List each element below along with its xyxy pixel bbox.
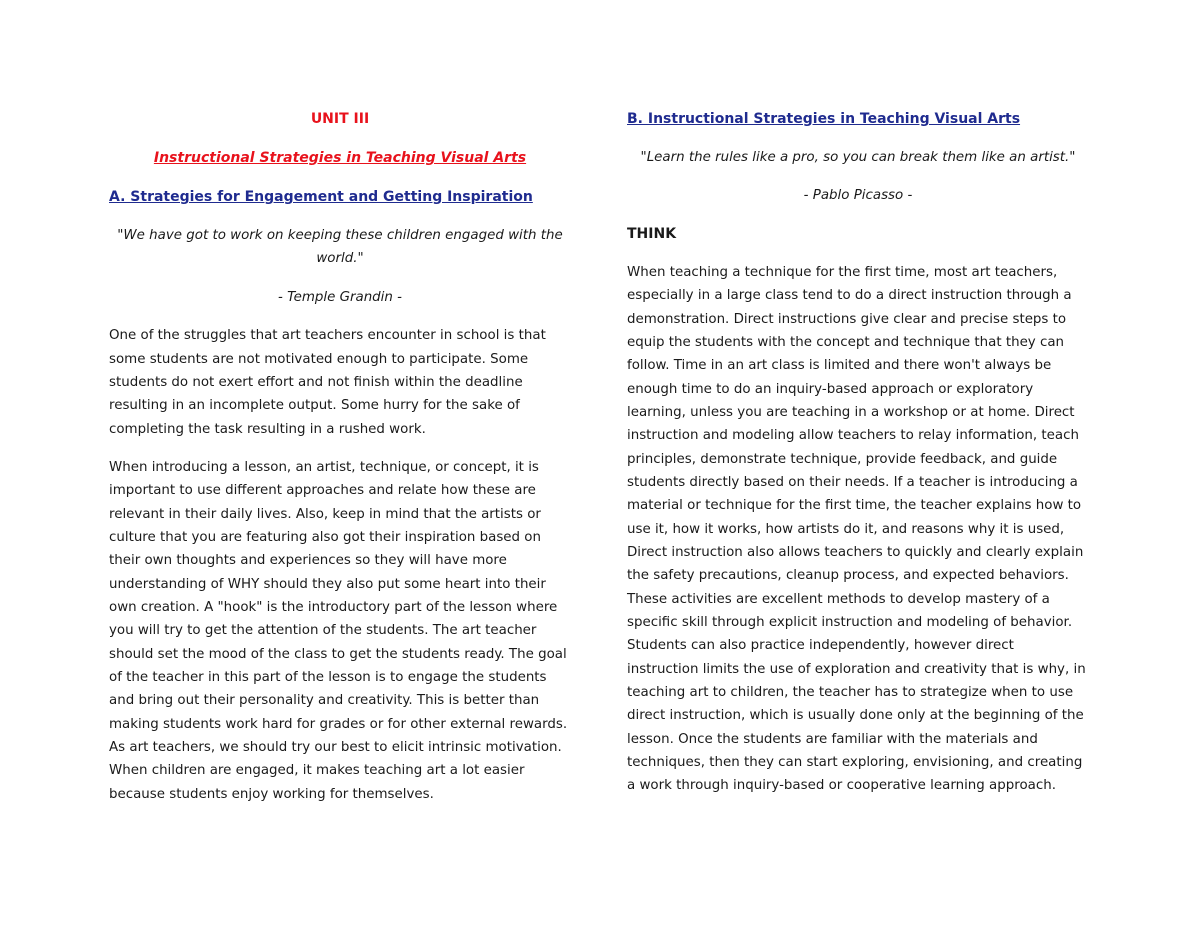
- section-a-heading: A. Strategies for Engagement and Getting Inspiration: [109, 189, 533, 205]
- right-column: [627, 108, 1089, 798]
- grandin-attribution: - Temple Grandin -: [278, 289, 402, 305]
- unit-title: Instructional Strategies in Teaching Visual Arts: [153, 150, 527, 166]
- picasso-attribution: - Pablo Picasso -: [803, 188, 913, 204]
- section-b-heading: B. Instructional Strategies in Teaching Visual Arts: [627, 111, 1021, 127]
- think-heading: THINK: [627, 225, 677, 242]
- unit-label: UNIT III: [310, 111, 370, 127]
- grandin-quote: "We have got to work on keeping these children engaged with the world.": [117, 228, 563, 267]
- picasso-quote: "Learn the rules like a pro, so you can break them like an artist.": [640, 150, 1076, 165]
- left-column: [109, 108, 571, 806]
- paragraph-struggles: One of the struggles that art teachers encounter in school is that some students are not motivated enough to participate. Some students do not exert effort and not finish within the deadline resulting in an incomplete output. Some hurry for the sake of completing the task resulting in a rushed work.: [109, 328, 546, 437]
- paragraph-introducing-lesson: When introducing a lesson, an artist, technique, or concept, it is important to use different approaches and relate how these are relevant in their daily lives. Also, keep in mind that the artists or culture that you are featuring also got their inspiration based on their own thoughts and experiences so they will have more understanding of WHY should they also put some heart into their own creation. A "hook" is the introductory part of the lesson where you will try to get the attention of the students. The art teacher should set the mood of the class to get the students ready. The goal of the teacher in this part of the lesson is to engage the students and bring out their personality and creativity. This is better than making students work hard for grades or for other external rewards. As art teachers, we should try our best to elicit intrinsic motivation. When children are engaged, it makes teaching art a lot easier because students enjoy working for themselves.: [109, 459, 568, 802]
- paragraph-direct-instruction: When teaching a technique for the first time, most art teachers, especially in a large class tend to do a direct instruction through a demonstration. Direct instructions give clear and precise steps to equip the students with the concept and technique that they can follow. Time in an art class is limited and there won't always be enough time to do an inquiry-based approach or exploratory learning, unless you are teaching in a workshop or at home. Direct instruction and modeling allow teachers to relay information, teach principles, demonstrate technique, provide feedback, and guide students directly based on their needs. If a teacher is introducing a material or technique for the first time, the teacher explains how to use it, how it works, how artists do it, and reasons why it is used, Direct instruction also allows teachers to quickly and clearly explain the safety precautions, cleanup process, and expected behaviors. These activities are excellent methods to develop mastery of a specific skill through explicit instruction and modeling of behavior. Students can also practice independently, however direct instruction limits the use of exploration and creativity that is why, in teaching art to children, the teacher has to strategize when to use direct instruction, which is usually done only at the beginning of the lesson. Once the students are familiar with the materials and techniques, then they can start exploring, envisioning, and creating a work through inquiry-based or cooperative learning approach.: [627, 264, 1086, 794]
